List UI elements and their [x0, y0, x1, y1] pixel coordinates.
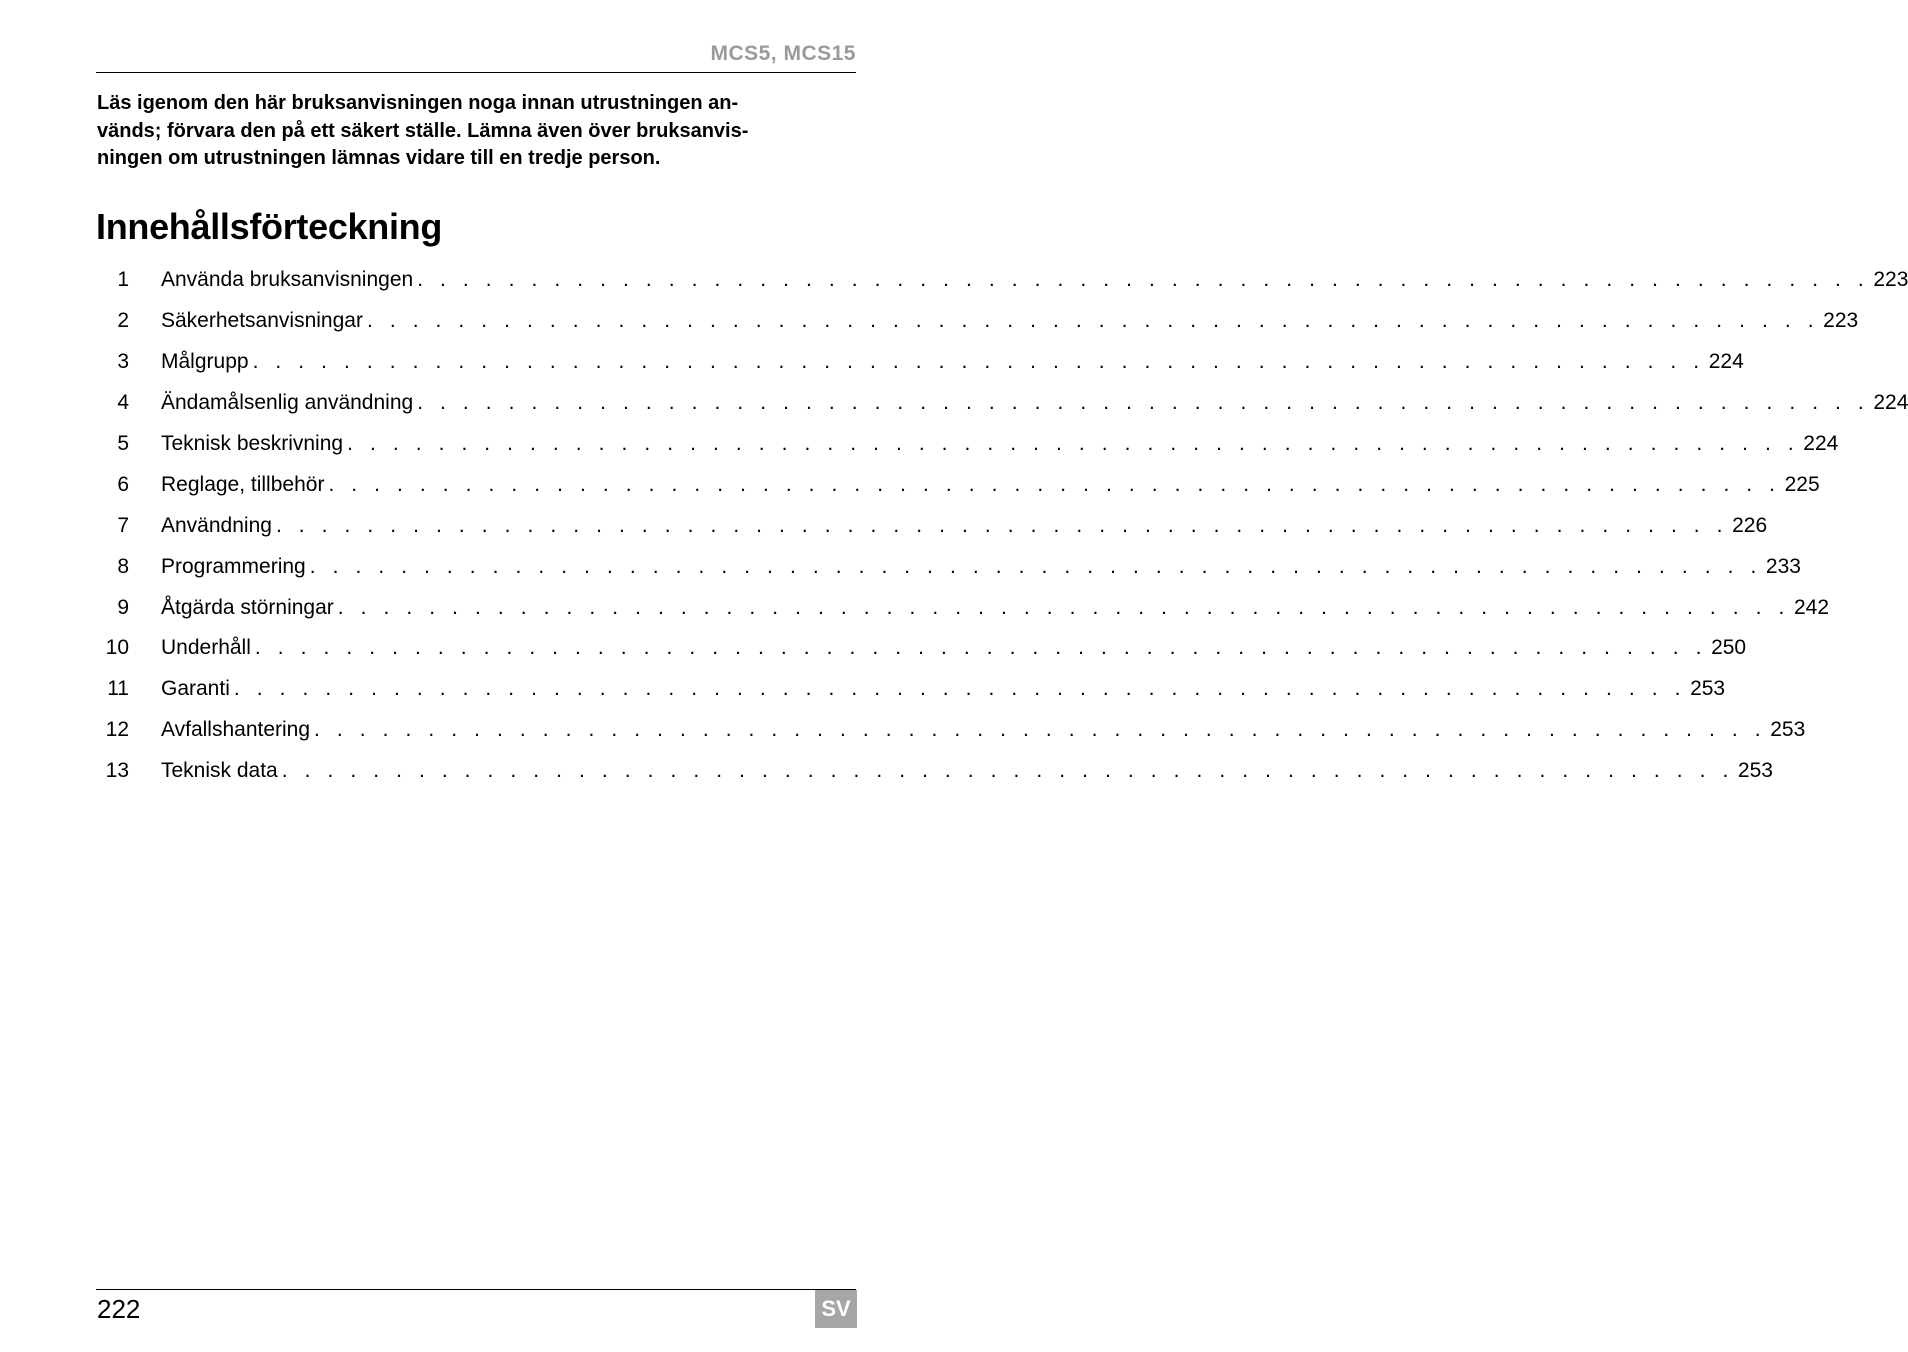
toc-entry-number: 1: [117, 268, 129, 292]
intro-line: vänds; förvara den på ett säkert ställe. Lämna även över bruksanvis-: [97, 119, 749, 142]
toc-dot-leader: . . . . . . . . . . . . . . . . . . . . . . . . . . . . . . . . . . . . . . . . . . . . . . . . . . . . . . . . . . . . . . . .: [281, 759, 1734, 783]
toc-entry-number: 12: [105, 718, 129, 742]
toc-entry-number: 8: [117, 554, 129, 578]
toc-entry-label: Programmering: [161, 554, 306, 578]
toc-entry-number: 13: [105, 759, 129, 783]
toc-entry-page: 224: [1803, 432, 1839, 455]
toc-entry-label: Använda bruksanvisningen: [161, 268, 414, 292]
intro-paragraph: [97, 90, 857, 173]
footer-rule: [96, 1289, 856, 1290]
header-rule: [96, 72, 856, 73]
toc-entry-number: 7: [117, 513, 129, 537]
toc-entry-number: 2: [117, 309, 129, 333]
toc-list: [96, 260, 1908, 792]
toc-entry-label: Användning: [161, 513, 272, 537]
language-badge: SV: [815, 1290, 857, 1328]
toc-entry[interactable]: [96, 710, 1806, 751]
page-number: 222: [97, 1294, 141, 1324]
toc-dot-leader: . . . . . . . . . . . . . . . . . . . . . . . . . . . . . . . . . . . . . . . . . . . . . . . . . . . . . . . . . . . . . . . .: [417, 391, 1870, 415]
toc-entry-label: Ändamålsenlig användning: [161, 391, 414, 415]
toc-entry-page: 253: [1690, 677, 1726, 701]
toc-dot-leader: . . . . . . . . . . . . . . . . . . . . . . . . . . . . . . . . . . . . . . . . . . . . . . . . . . . . . . . . . . . . . . . .: [366, 309, 1820, 333]
toc-entry-page: 242: [1793, 595, 1830, 619]
toc-entry-number: 6: [117, 472, 129, 496]
toc-entry[interactable]: [96, 342, 1744, 383]
toc-entry[interactable]: [96, 587, 1830, 628]
intro-line: ningen om utrustningen lämnas vidare till en tredje person.: [97, 147, 661, 169]
toc-dot-leader: . . . . . . . . . . . . . . . . . . . . . . . . . . . . . . . . . . . . . . . . . . . . . . . . . . . . . . . . . . . . . . . .: [254, 636, 1708, 660]
toc-dot-leader: . . . . . . . . . . . . . . . . . . . . . . . . . . . . . . . . . . . . . . . . . . . . . . . . . . . . . . . . . . . . . . . .: [314, 718, 1767, 742]
toc-entry[interactable]: [96, 301, 1859, 342]
toc-dot-leader: . . . . . . . . . . . . . . . . . . . . . . . . . . . . . . . . . . . . . . . . . . . . . . . . . . . . . . . . . . . . . . . .: [347, 432, 1800, 455]
toc-entry-page: 223: [1823, 309, 1859, 333]
toc-dot-leader: . . . . . . . . . . . . . . . . . . . . . . . . . . . . . . . . . . . . . . . . . . . . . . . . . . . . . . . . . . . . . . . .: [328, 472, 1781, 496]
toc-entry[interactable]: [96, 751, 1773, 792]
toc-entry-number: 4: [117, 391, 129, 415]
toc-entry-label: Målgrupp: [161, 350, 249, 374]
toc-entry-number: 9: [117, 595, 129, 619]
toc-dot-leader: . . . . . . . . . . . . . . . . . . . . . . . . . . . . . . . . . . . . . . . . . . . . . . . . . . . . . . . . . . . . . . . .: [275, 513, 1729, 537]
toc-entry-label: Säkerhetsanvisningar: [161, 309, 363, 333]
toc-entry-label: Teknisk beskrivning: [161, 432, 344, 455]
toc-entry-page: 224: [1708, 350, 1744, 374]
toc-dot-leader: . . . . . . . . . . . . . . . . . . . . . . . . . . . . . . . . . . . . . . . . . . . . . . . . . . . . . . . . . . . . . . . .: [337, 595, 1790, 619]
toc-entry[interactable]: [96, 669, 1726, 710]
toc-entry[interactable]: [96, 424, 1839, 465]
toc-entry[interactable]: [96, 260, 1908, 301]
toc-dot-leader: . . . . . . . . . . . . . . . . . . . . . . . . . . . . . . . . . . . . . . . . . . . . . . . . . . . . . . . . . . . . . . . .: [417, 268, 1870, 292]
toc-entry-label: Reglage, tillbehör: [161, 472, 325, 496]
toc-entry-label: Avfallshantering: [161, 718, 311, 742]
toc-entry-page: 233: [1765, 554, 1801, 578]
toc-dot-leader: . . . . . . . . . . . . . . . . . . . . . . . . . . . . . . . . . . . . . . . . . . . . . . . . . . . . . . . . . . . . . . . .: [252, 350, 1705, 374]
toc-entry-label: Garanti: [161, 677, 230, 701]
toc-entry-page: 250: [1711, 636, 1747, 660]
toc-entry[interactable]: [96, 383, 1908, 424]
toc-entry-page: 224: [1873, 391, 1908, 415]
toc-entry-number: 11: [107, 677, 129, 701]
toc-entry[interactable]: [96, 464, 1820, 505]
toc-entry-label: Teknisk data: [161, 759, 278, 783]
toc-entry-page: 225: [1784, 472, 1820, 496]
toc-entry-number: 10: [105, 636, 129, 660]
toc-dot-leader: . . . . . . . . . . . . . . . . . . . . . . . . . . . . . . . . . . . . . . . . . . . . . . . . . . . . . . . . . . . . . . . .: [233, 677, 1687, 701]
toc-entry-page: 253: [1770, 718, 1806, 742]
header-model-label: MCS5, MCS15: [710, 42, 856, 65]
toc-entry-page: 253: [1737, 759, 1773, 783]
toc-entry-number: 3: [117, 350, 129, 374]
toc-entry-label: Åtgärda störningar: [161, 595, 334, 619]
toc-title: Innehållsförteckning: [96, 206, 443, 247]
toc-entry[interactable]: [96, 546, 1801, 587]
toc-entry[interactable]: [96, 628, 1747, 669]
toc-entry-number: 5: [117, 432, 129, 455]
toc-dot-leader: . . . . . . . . . . . . . . . . . . . . . . . . . . . . . . . . . . . . . . . . . . . . . . . . . . . . . . . . . . . . . . . .: [309, 554, 1762, 578]
toc-entry[interactable]: [96, 505, 1768, 546]
toc-entry-label: Underhåll: [161, 636, 251, 660]
toc-entry-page: 226: [1732, 513, 1768, 537]
intro-line: Läs igenom den här bruksanvisningen noga innan utrustningen an-: [97, 92, 739, 114]
toc-entry-page: 223: [1873, 268, 1908, 292]
